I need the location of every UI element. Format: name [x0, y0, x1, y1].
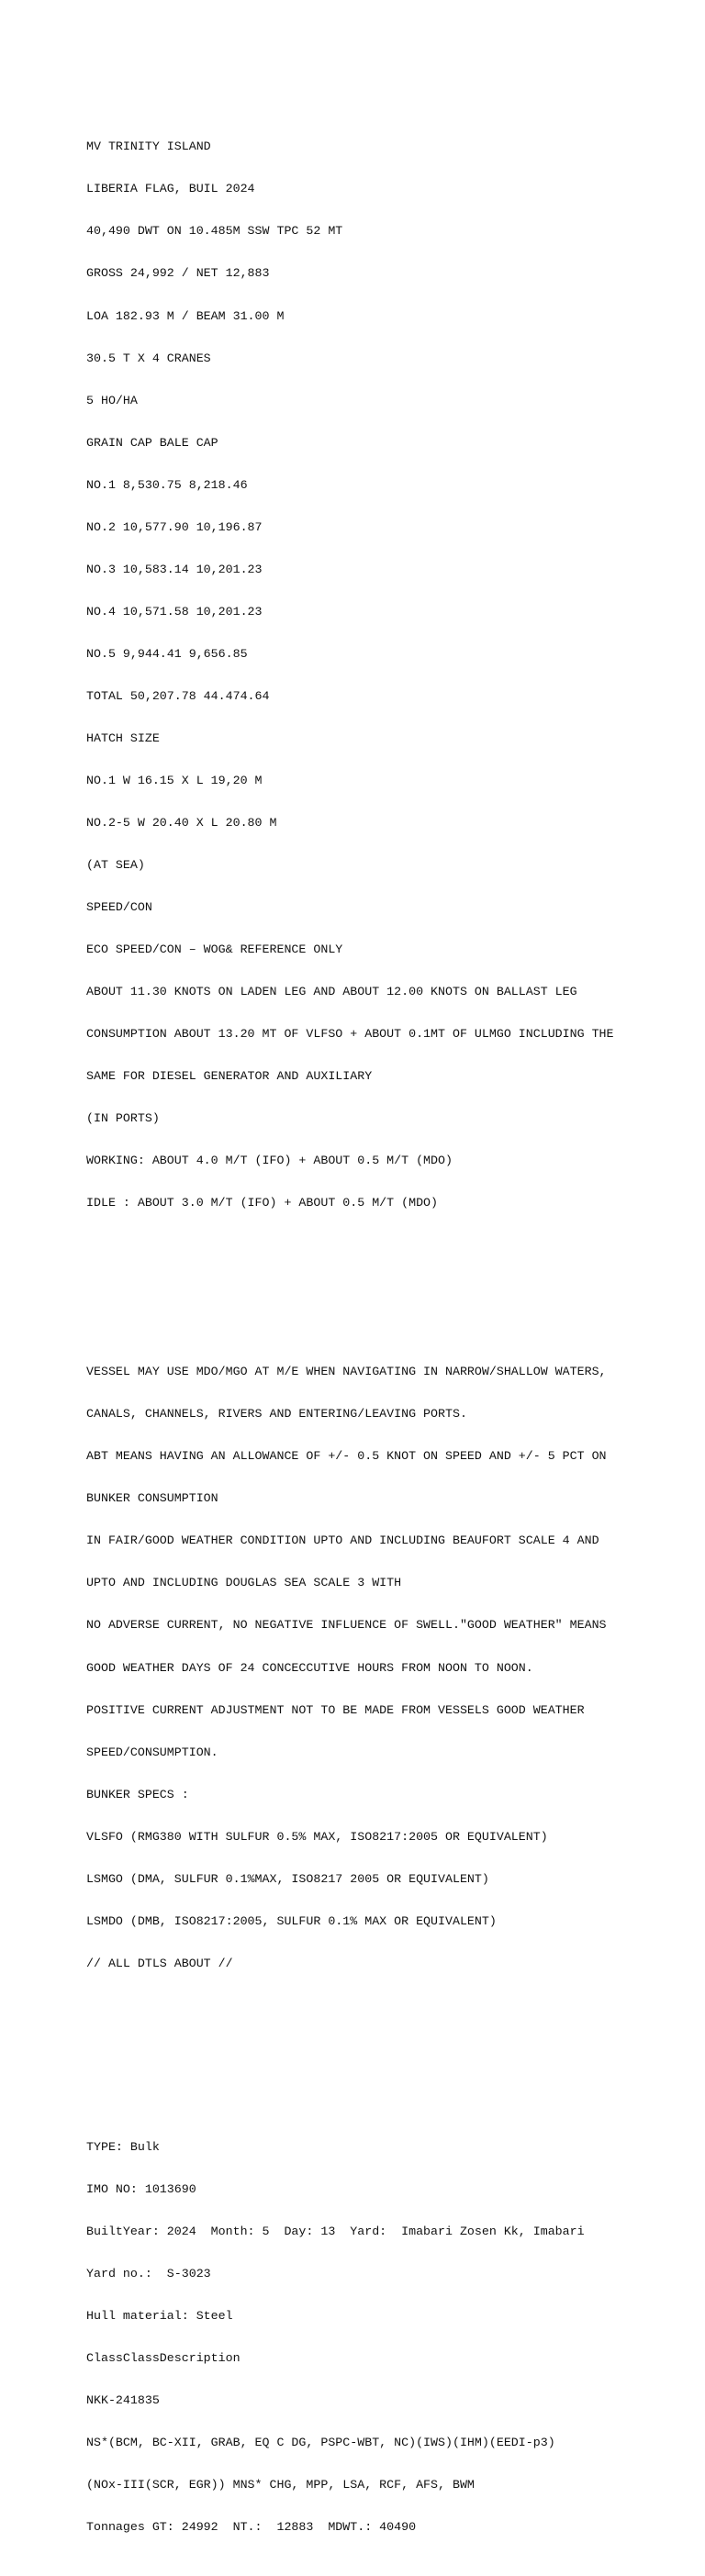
- bunker-specs-header: BUNKER SPECS :: [86, 1787, 189, 1801]
- hold-capacity-row: NO.1 8,530.75 8,218.46: [86, 477, 248, 492]
- vessel-spec-block: [86, 112, 683, 1239]
- hold-capacity-row: NO.4 10,571.58 10,201.23: [86, 604, 263, 619]
- at-sea-header: (AT SEA): [86, 857, 145, 872]
- registry-line: Yard no.: S-3023: [86, 2266, 211, 2280]
- capacity-total: TOTAL 50,207.78 44.474.64: [86, 688, 270, 703]
- eco-speed-line: ECO SPEED/CON – WOG& REFERENCE ONLY: [86, 942, 343, 956]
- blank-line: [86, 1280, 683, 1294]
- idle-consumption: IDLE : ABOUT 3.0 M/T (IFO) + ABOUT 0.5 M/T (MDO): [86, 1196, 439, 1210]
- registry-line: (NOx-III(SCR, EGR)) MNS* CHG, MPP, LSA, RCF, AFS, BWM: [86, 2477, 475, 2492]
- vessel-name: MV TRINITY ISLAND: [86, 139, 211, 154]
- registry-block: [86, 2112, 683, 2562]
- dwt-line: 40,490 DWT ON 10.485M SSW TPC 52 MT: [86, 224, 343, 239]
- holds-line: 5 HO/HA: [86, 393, 138, 407]
- hold-capacity-row: NO.2 10,577.90 10,196.87: [86, 519, 263, 534]
- registry-line: NS*(BCM, BC-XII, GRAB, EQ C DG, PSPC-WBT, NC)(IWS)(IHM)(EEDI-p3): [86, 2435, 555, 2449]
- terms-line: GOOD WEATHER DAYS OF 24 CONCECCUTIVE HOURS FROM NOON TO NOON.: [86, 1660, 533, 1675]
- bunker-spec-row: LSMDO (DMB, ISO8217:2005, SULFUR 0.1% MAX OR EQUIVALENT): [86, 1913, 497, 1928]
- terms-line: BUNKER CONSUMPTION: [86, 1491, 218, 1506]
- hatch-size-row: NO.1 W 16.15 X L 19,20 M: [86, 773, 263, 787]
- all-details-about: // ALL DTLS ABOUT //: [86, 1956, 233, 1970]
- bunker-spec-row: LSMGO (DMA, SULFUR 0.1%MAX, ISO8217 2005 OR EQUIVALENT): [86, 1871, 489, 1886]
- terms-line: UPTO AND INCLUDING DOUGLAS SEA SCALE 3 WITH: [86, 1576, 402, 1590]
- terms-line: VESSEL MAY USE MDO/MGO AT M/E WHEN NAVIGATING IN NARROW/SHALLOW WATERS,: [86, 1365, 607, 1379]
- registry-line: Tonnages GT: 24992 NT.: 12883 MDWT.: 40490: [86, 2519, 417, 2534]
- cranes-line: 30.5 T X 4 CRANES: [86, 351, 211, 365]
- hatch-size-header: HATCH SIZE: [86, 730, 160, 745]
- hatch-size-row: NO.2-5 W 20.40 X L 20.80 M: [86, 815, 277, 830]
- terms-block: [86, 1337, 683, 1999]
- hold-capacity-row: NO.3 10,583.14 10,201.23: [86, 562, 263, 576]
- terms-line: CANALS, CHANNELS, RIVERS AND ENTERING/LEAVING PORTS.: [86, 1407, 467, 1422]
- registry-line: BuiltYear: 2024 Month: 5 Day: 13 Yard: Imabari Zosen Kk, Imabari: [86, 2224, 585, 2238]
- terms-line: ABT MEANS HAVING AN ALLOWANCE OF +/- 0.5 KNOT ON SPEED AND +/- 5 PCT ON: [86, 1449, 607, 1464]
- document-body: [86, 84, 683, 2576]
- working-consumption: WORKING: ABOUT 4.0 M/T (IFO) + ABOUT 0.5 M/T (MDO): [86, 1154, 453, 1168]
- flag-build-line: LIBERIA FLAG, BUIL 2024: [86, 182, 255, 196]
- blank-gap: [86, 2041, 683, 2069]
- registry-line: IMO NO: 1013690: [86, 2181, 196, 2196]
- hold-capacity-row: NO.5 9,944.41 9,656.85: [86, 646, 248, 661]
- tonnage-line: GROSS 24,992 / NET 12,883: [86, 266, 270, 281]
- consumption-line: SAME FOR DIESEL GENERATOR AND AUXILIARY: [86, 1069, 373, 1084]
- dimensions-line: LOA 182.93 M / BEAM 31.00 M: [86, 308, 285, 323]
- registry-line: ClassClassDescription: [86, 2350, 241, 2365]
- terms-line: SPEED/CONSUMPTION.: [86, 1745, 218, 1759]
- terms-line: NO ADVERSE CURRENT, NO NEGATIVE INFLUENCE OF SWELL."GOOD WEATHER" MEANS: [86, 1618, 607, 1633]
- capacity-header: GRAIN CAP BALE CAP: [86, 435, 218, 450]
- speed-line: ABOUT 11.30 KNOTS ON LADEN LEG AND ABOUT 12.00 KNOTS ON BALLAST LEG: [86, 985, 577, 998]
- speed-con-header: SPEED/CON: [86, 899, 152, 914]
- terms-line: POSITIVE CURRENT ADJUSTMENT NOT TO BE MADE FROM VESSELS GOOD WEATHER: [86, 1702, 585, 1717]
- in-ports-header: (IN PORTS): [86, 1111, 160, 1126]
- registry-line: NKK-241835: [86, 2392, 160, 2407]
- registry-line: TYPE: Bulk: [86, 2139, 160, 2154]
- consumption-line: CONSUMPTION ABOUT 13.20 MT OF VLFSO + ABOUT 0.1MT OF ULMGO INCLUDING THE: [86, 1027, 614, 1042]
- terms-line: IN FAIR/GOOD WEATHER CONDITION UPTO AND INCLUDING BEAUFORT SCALE 4 AND: [86, 1533, 599, 1548]
- registry-line: Hull material: Steel: [86, 2308, 233, 2323]
- bunker-spec-row: VLSFO (RMG380 WITH SULFUR 0.5% MAX, ISO8217:2005 OR EQUIVALENT): [86, 1829, 548, 1844]
